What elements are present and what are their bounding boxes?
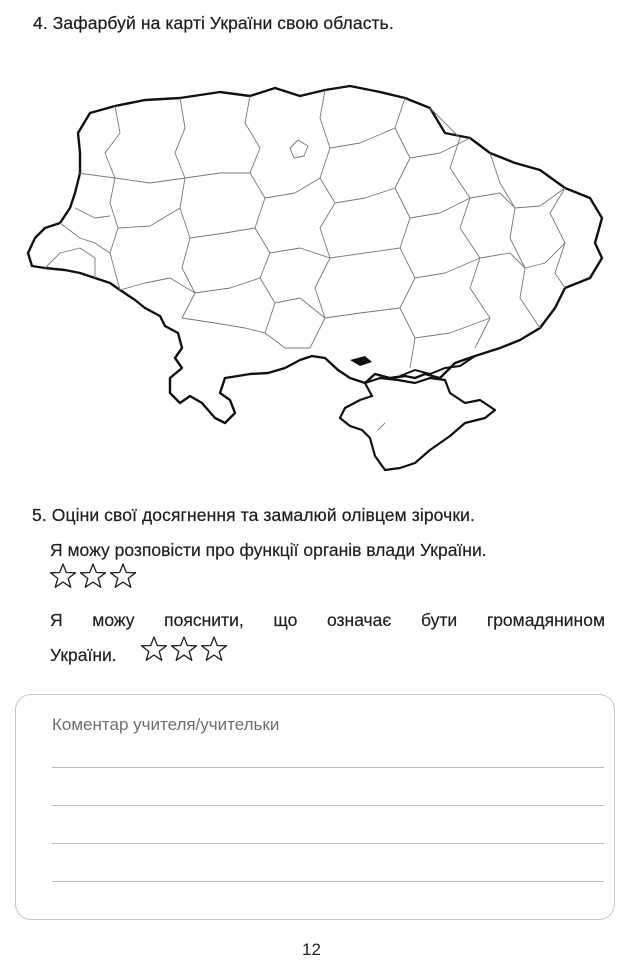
comment-writing-line[interactable] [52, 881, 604, 882]
task-4-title: 4. Зафарбуй на карті України свою область. [33, 13, 394, 33]
self-assessment-statement-1: Я можу розповісти про функції органів влади України. [50, 540, 487, 560]
comment-writing-line[interactable] [52, 767, 604, 768]
ukraine-outline [28, 86, 602, 423]
star-rating-1[interactable] [49, 562, 137, 590]
self-assessment-statement-2: Я можу пояснити, що означає бути громадянином [50, 610, 605, 630]
self-assessment-statement-2-cont: України. [50, 645, 117, 665]
star-rating-2[interactable] [140, 635, 228, 663]
ukraine-map [20, 78, 610, 478]
region-borders [45, 90, 565, 430]
teacher-comment-box[interactable] [15, 694, 615, 920]
star-outline-icon[interactable] [79, 562, 107, 590]
star-outline-icon[interactable] [49, 562, 77, 590]
star-outline-icon[interactable] [140, 635, 168, 663]
crimea-outline [340, 378, 495, 470]
ukraine-regions-map [20, 78, 610, 478]
teacher-comment-label: Коментар учителя/учительки [52, 715, 280, 734]
task-5-title: 5. Оціни свої досягнення та замалюй олівцем зірочки. [32, 505, 475, 525]
star-outline-icon[interactable] [200, 635, 228, 663]
comment-writing-line[interactable] [52, 843, 604, 844]
star-outline-icon[interactable] [109, 562, 137, 590]
page-number: 12 [302, 940, 321, 959]
comment-writing-line[interactable] [52, 805, 604, 806]
star-outline-icon[interactable] [170, 635, 198, 663]
